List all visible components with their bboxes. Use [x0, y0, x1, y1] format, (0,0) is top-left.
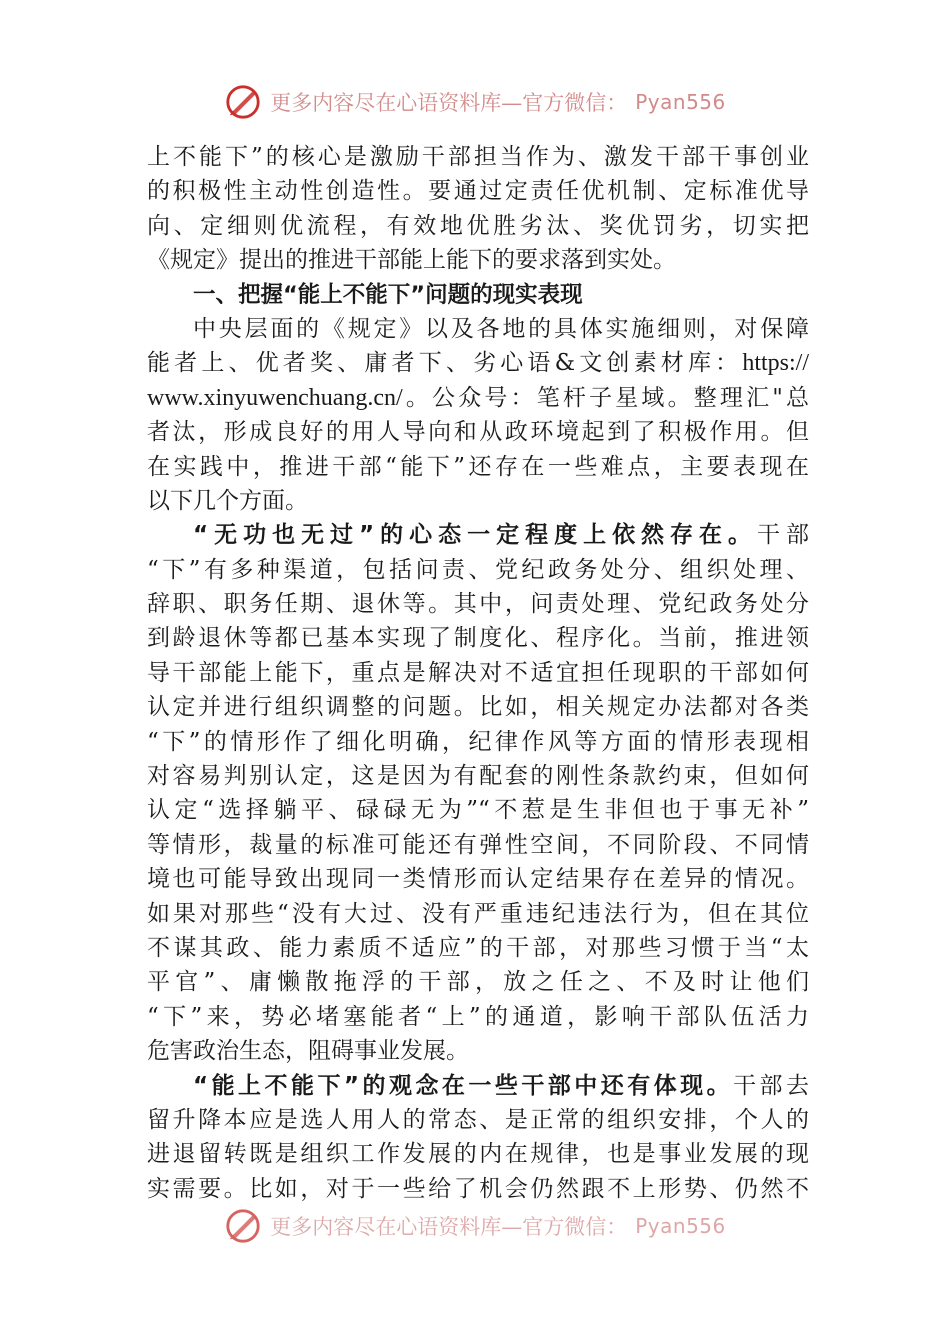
text-line: 平官”、庸懒散拖浮的干部，放之任之、不及时让他们 — [147, 969, 809, 996]
text-segment: 干部 — [757, 522, 810, 549]
text-line — [147, 1069, 809, 1103]
text-line: 认定并进行组织调整的问题。比如，相关规定办法都对各类 — [147, 694, 809, 721]
pen-logo-icon — [224, 1207, 262, 1245]
text-line: 留升降本应是选人用人的常态、是正常的组织安排，个人的 — [147, 1106, 809, 1133]
url-segment: www.xinyuwenchuang.cn/ — [147, 384, 403, 411]
text-line: 辞职、职务任期、退休等。其中，问责处理、党纪政务处分 — [147, 591, 809, 618]
text-line: 的积极性主动性创造性。要通过定责任优机制、定标准优导 — [147, 178, 809, 205]
text-line: “下”的情形作了细化明确，纪律作风等方面的情形表现相 — [147, 728, 809, 755]
text-line: 实需要。比如，对于一些给了机会仍然跟不上形势、仍然不 — [147, 1175, 809, 1202]
text-line: 以下几个方面。 — [147, 487, 308, 514]
text-line: 如果对那些“没有大过、没有严重违纪违法行为，但在其位 — [147, 900, 809, 927]
watermark-header — [0, 80, 950, 124]
text-line: 者汰，形成良好的用人导向和从政环境起到了积极作用。但 — [147, 419, 809, 446]
document-body — [147, 140, 809, 1206]
watermark-text: 更多内容尽在心语资料库—官方微信： — [270, 91, 628, 115]
text-line: 上不能下”的核心是激励干部担当作为、激发干部干事创业 — [147, 144, 809, 170]
paragraph-lead: “能上不能下”的观念在一些干部中还有体现。 — [193, 1072, 734, 1099]
text-line — [147, 518, 809, 552]
text-line: 中央层面的《规定》以及各地的具体实施细则，对保障 — [193, 315, 809, 342]
text-line: 认定“选择躺平、碌碌无为”“不惹是生非但也于事无补” — [147, 797, 809, 824]
watermark-wechat-id: Pyan556 — [635, 1214, 726, 1238]
text-line: “下”来，势必堵塞能者“上”的通道，影响干部队伍活力 — [147, 1003, 809, 1030]
text-line: 导干部能上能下，重点是解决对不适宜担任现职的干部如何 — [147, 659, 809, 686]
watermark-text: 更多内容尽在心语资料库—官方微信： — [270, 1215, 628, 1239]
text-line: 进退留转既是组织工作发展的内在规律，也是事业发展的现 — [147, 1141, 809, 1168]
text-line: 在实践中，推进干部“能下”还存在一些难点，主要表现在 — [147, 453, 809, 480]
paragraph-lead: “无功也无过”的心态一定程度上依然存在。 — [193, 522, 758, 549]
watermark-wechat-id: Pyan556 — [635, 90, 726, 114]
text-line: 向、定细则优流程，有效地优胜劣汰、奖优罚劣，切实把 — [147, 212, 809, 239]
text-segment: 。公众号：笔杆子星域。整理汇"总 — [402, 384, 809, 411]
watermark-footer — [0, 1204, 950, 1248]
text-line: 到龄退休等都已基本实现了制度化、程序化。当前，推进领 — [147, 625, 809, 652]
text-line: 境也可能导致出现同一类情形而认定结果存在差异的情况。 — [147, 866, 809, 893]
text-line: 不谋其政、能力素质不适应”的干部，对那些习惯于当“太 — [147, 934, 809, 961]
text-line — [147, 346, 809, 380]
url-segment: https:// — [742, 350, 809, 377]
text-line: 等情形，裁量的标准可能还有弹性空间，不同阶段、不同情 — [147, 831, 809, 858]
text-line: 《规定》提出的推进干部能上能下的要求落到实处。 — [147, 247, 676, 274]
text-line: 危害政治生态，阻碍事业发展。 — [147, 1038, 469, 1065]
pen-logo-icon — [224, 83, 262, 121]
text-line — [147, 381, 809, 415]
text-line: “下”有多种渠道，包括问责、党纪政务处分、组织处理、 — [147, 556, 809, 583]
section-heading: 一、把握“能上不能下”问题的现实表现 — [193, 281, 583, 308]
text-segment: 能者上、优者奖、庸者下、劣心语&文创素材库： — [147, 350, 743, 377]
text-line: 对容易判别认定，这是因为有配套的刚性条款约束，但如何 — [147, 763, 809, 790]
text-segment: 干部去 — [733, 1072, 809, 1099]
